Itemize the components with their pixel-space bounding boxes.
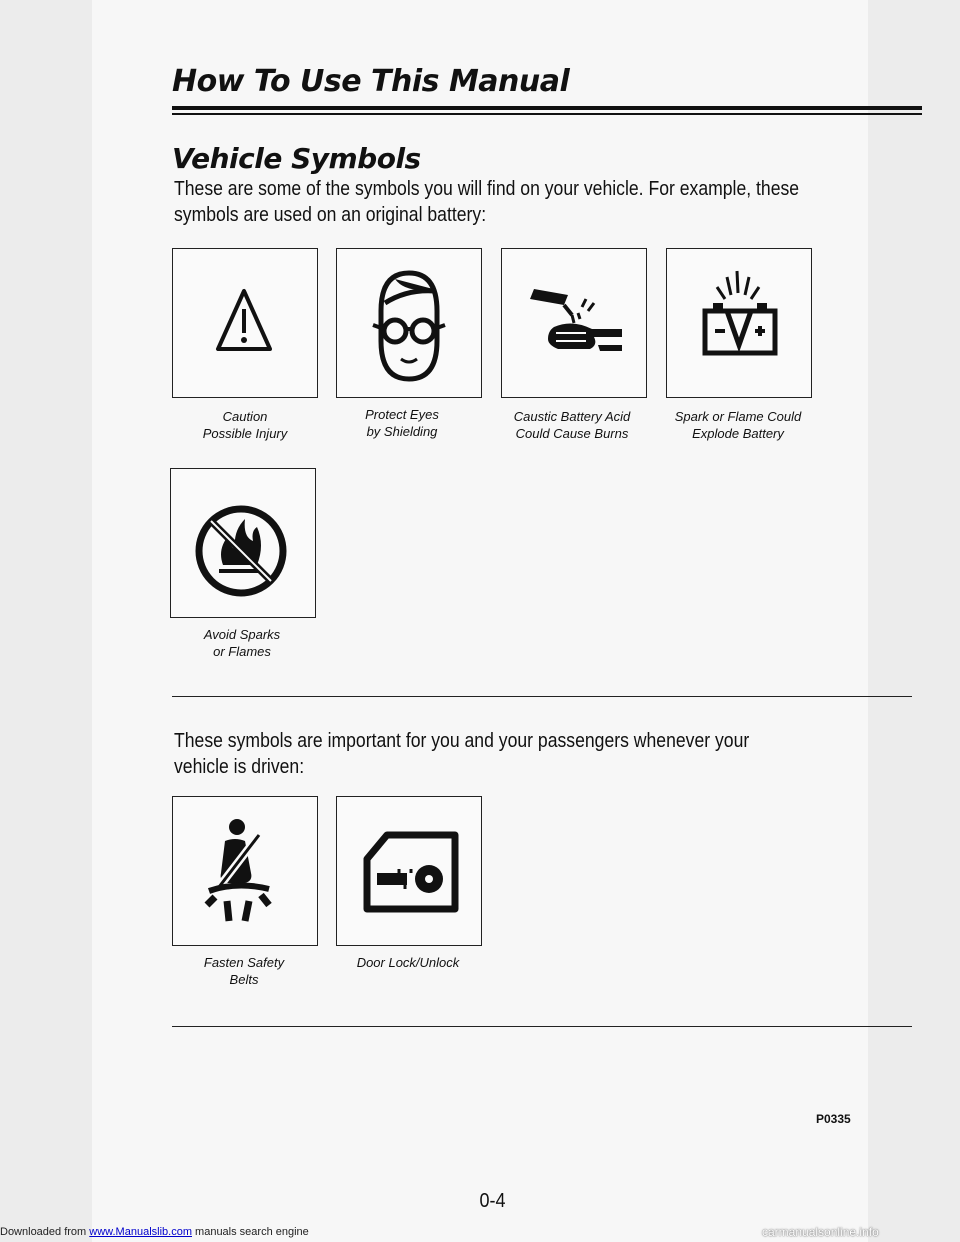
driving-paragraph: These symbols are important for you and your passengers whenever your vehicle is driven:	[174, 730, 750, 778]
caption-line: Possible Injury	[202, 426, 288, 441]
caption-line: Caution	[222, 409, 268, 424]
caption-line: Fasten Safety	[203, 955, 285, 970]
page-header-title: How To Use This Manual	[172, 64, 570, 99]
caption-line: Explode Battery	[692, 426, 784, 441]
no-flame-icon	[171, 469, 314, 616]
caption-line: Caustic Battery Acid	[513, 409, 631, 424]
caption-line: by Shielding	[366, 424, 438, 439]
section-title: Vehicle Symbols	[172, 142, 421, 175]
caption-door-lock	[328, 954, 488, 971]
footer-prefix: Downloaded from	[0, 1226, 90, 1238]
manual-page	[92, 0, 868, 1242]
footer-suffix: manuals search engine	[191, 1226, 309, 1238]
symbol-box-no-flame	[170, 468, 316, 618]
caption-line: Door Lock/Unlock	[356, 955, 460, 970]
caustic-acid-icon	[502, 249, 645, 396]
symbol-box-protect-eyes	[336, 248, 482, 398]
symbol-box-caution	[172, 248, 318, 398]
caption-line: Avoid Sparks	[203, 627, 281, 642]
caption-line: Protect Eyes	[365, 407, 439, 422]
section-divider	[172, 696, 912, 697]
caption-seat-belt	[164, 954, 324, 988]
door-lock-icon	[337, 797, 480, 944]
figure-code: P0335	[816, 1112, 851, 1126]
symbol-box-caustic-acid	[501, 248, 647, 398]
battery-explode-icon	[667, 249, 810, 396]
caption-line: Spark or Flame Could	[674, 409, 802, 424]
manualslib-link[interactable]: www.Manualslib.com	[89, 1226, 192, 1238]
protect-eyes-icon	[337, 249, 480, 396]
caption-battery-explode	[658, 408, 818, 442]
caption-no-flame	[162, 626, 322, 660]
watermark: carmanualsonline.info	[762, 1225, 879, 1239]
caption-protect-eyes	[322, 406, 482, 440]
caption-line: Could Cause Burns	[515, 426, 629, 441]
symbol-box-seat-belt	[172, 796, 318, 946]
page-number: 0-4	[479, 1190, 506, 1212]
intro-paragraph: These are some of the symbols you will find on your vehicle. For example, these symbols are used on an original battery:	[174, 178, 800, 226]
caption-caustic-acid	[492, 408, 652, 442]
seat-belt-icon	[173, 797, 316, 944]
header-rule-thick	[172, 106, 922, 110]
caption-line: or Flames	[213, 644, 271, 659]
header-rule-thin	[172, 113, 922, 115]
symbol-box-battery-explode	[666, 248, 812, 398]
bottom-divider	[172, 1026, 912, 1027]
download-footer	[0, 1226, 309, 1238]
symbol-box-door-lock	[336, 796, 482, 946]
caution-triangle-icon	[173, 249, 316, 396]
caption-caution	[165, 408, 325, 442]
caption-line: Belts	[229, 972, 259, 987]
